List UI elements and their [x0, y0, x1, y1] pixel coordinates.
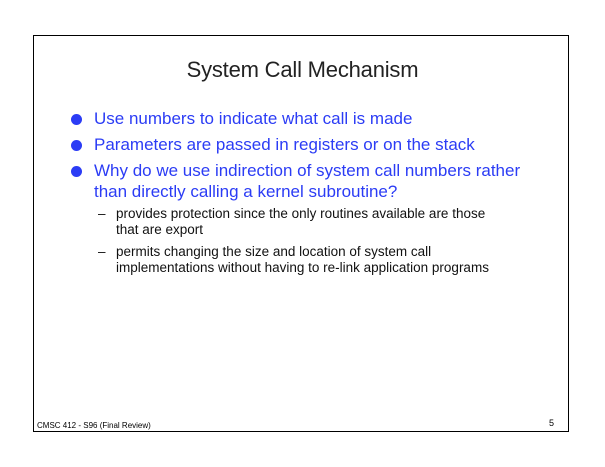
- sub-bullet-list: [94, 206, 528, 276]
- sub-bullet-text: permits changing the size and location of system call implementations without having to re-link application programs: [116, 244, 489, 275]
- sub-bullet-item: [94, 206, 506, 238]
- bullet-dot-icon: [71, 166, 82, 177]
- dash-icon: –: [98, 244, 106, 259]
- slide-footer: CMSC 412 - S96 (Final Review): [37, 421, 151, 430]
- sub-bullet-item: [94, 244, 506, 276]
- page-number: 5: [549, 418, 555, 428]
- bullet-list: [68, 108, 528, 282]
- bullet-item: [68, 134, 528, 155]
- sub-bullet-text: provides protection since the only routines available are those that are export: [116, 206, 486, 237]
- bullet-text: Parameters are passed in registers or on the stack: [94, 135, 475, 154]
- slide-title: System Call Mechanism: [186, 57, 419, 82]
- bullet-item: [68, 160, 528, 276]
- bullet-text: Use numbers to indicate what call is made: [94, 109, 413, 128]
- bullet-dot-icon: [71, 140, 82, 151]
- dash-icon: –: [98, 206, 106, 221]
- bullet-text: Why do we use indirection of system call numbers rather than directly calling a kernel subroutine?: [94, 161, 521, 201]
- bullet-item: [68, 108, 528, 129]
- bullet-dot-icon: [71, 114, 82, 125]
